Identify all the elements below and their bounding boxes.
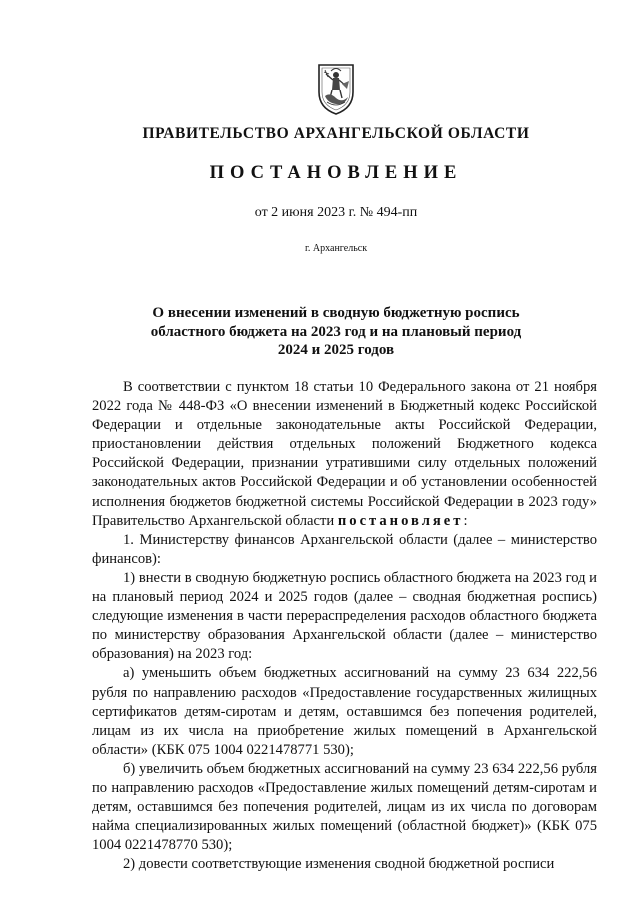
body-paragraph-preamble <box>92 378 597 531</box>
document-subject <box>0 304 640 360</box>
body-paragraph-item-1-2: 2) довести соответствующие изменения сводной бюджетной росписи <box>123 856 555 873</box>
preamble-text: В соответствии с пунктом 18 статьи 10 Федерального закона от 21 ноября 2022 года № 448-ФЗ «О внесении изменений в Бюджетный кодекс Российской Федерации и отдельные законодательные акты Российской Федерации, приостановлении действия отдельных положений Бюджетного кодекса Российской Федерации, признании утратившими силу отдельных положений законодательных актов Российской Федерации и об установлении особенностей исполнения бюджетов бюджетной системы Российской Федерации в 2023 году» Правительство Архангельской области <box>92 379 597 529</box>
government-title: ПРАВИТЕЛЬСТВО АРХАНГЕЛЬСКОЙ ОБЛАСТИ <box>142 125 530 142</box>
subject-line: О внесении изменений в сводную бюджетную роспись <box>152 305 520 321</box>
subject-line: 2024 и 2025 годов <box>277 342 395 358</box>
preamble-end: : <box>463 512 468 529</box>
coat-of-arms-emblem <box>316 62 356 116</box>
body-paragraph-item-1: 1. Министерству финансов Архангельской области (далее – министерство финансов): <box>92 531 597 567</box>
document-city: г. Архангельск <box>304 243 368 254</box>
subject-line: областного бюджета на 2023 год и на плановый период <box>150 323 522 340</box>
document-type: ПОСТАНОВЛЕНИЕ <box>209 163 463 183</box>
document-date-number: от 2 июня 2023 г. № 494-пп <box>254 205 418 220</box>
body-paragraph-item-b: б) увеличить объем бюджетных ассигнований на сумму 23 634 222,56 рубля по направлению расходов «Предоставление жилых помещений детям-сиротам и детям, оставшимся без попечения родителей, лицам из их числа по договорам найма специализированных жилых помещений (областной бюджет)» (КБК 075 1004 0221478770 530); <box>92 760 597 854</box>
body-paragraph-item-1-1: 1) внести в сводную бюджетную роспись областного бюджета на 2023 год и на плановый период 2024 и 2025 годов (далее – сводная бюджетная роспись) следующие изменения в части перераспределения расходов областного бюджета по министерству образования Архангельской области (далее – министерство образования) на 2023 год: <box>92 569 597 663</box>
body-paragraph-item-a: а) уменьшить объем бюджетных ассигнований на сумму 23 634 222,56 рубля по направлению расходов «Предоставление государственных жилищных сертификатов детям-сиротам и детям, оставшимся без попечения родителей, лицам из их числа на приобретение жилых помещений в Архангельской области» (КБК 075 1004 0221478771 530); <box>92 665 597 758</box>
resolution-verb: постановляет <box>337 512 464 529</box>
document-body <box>92 378 597 874</box>
